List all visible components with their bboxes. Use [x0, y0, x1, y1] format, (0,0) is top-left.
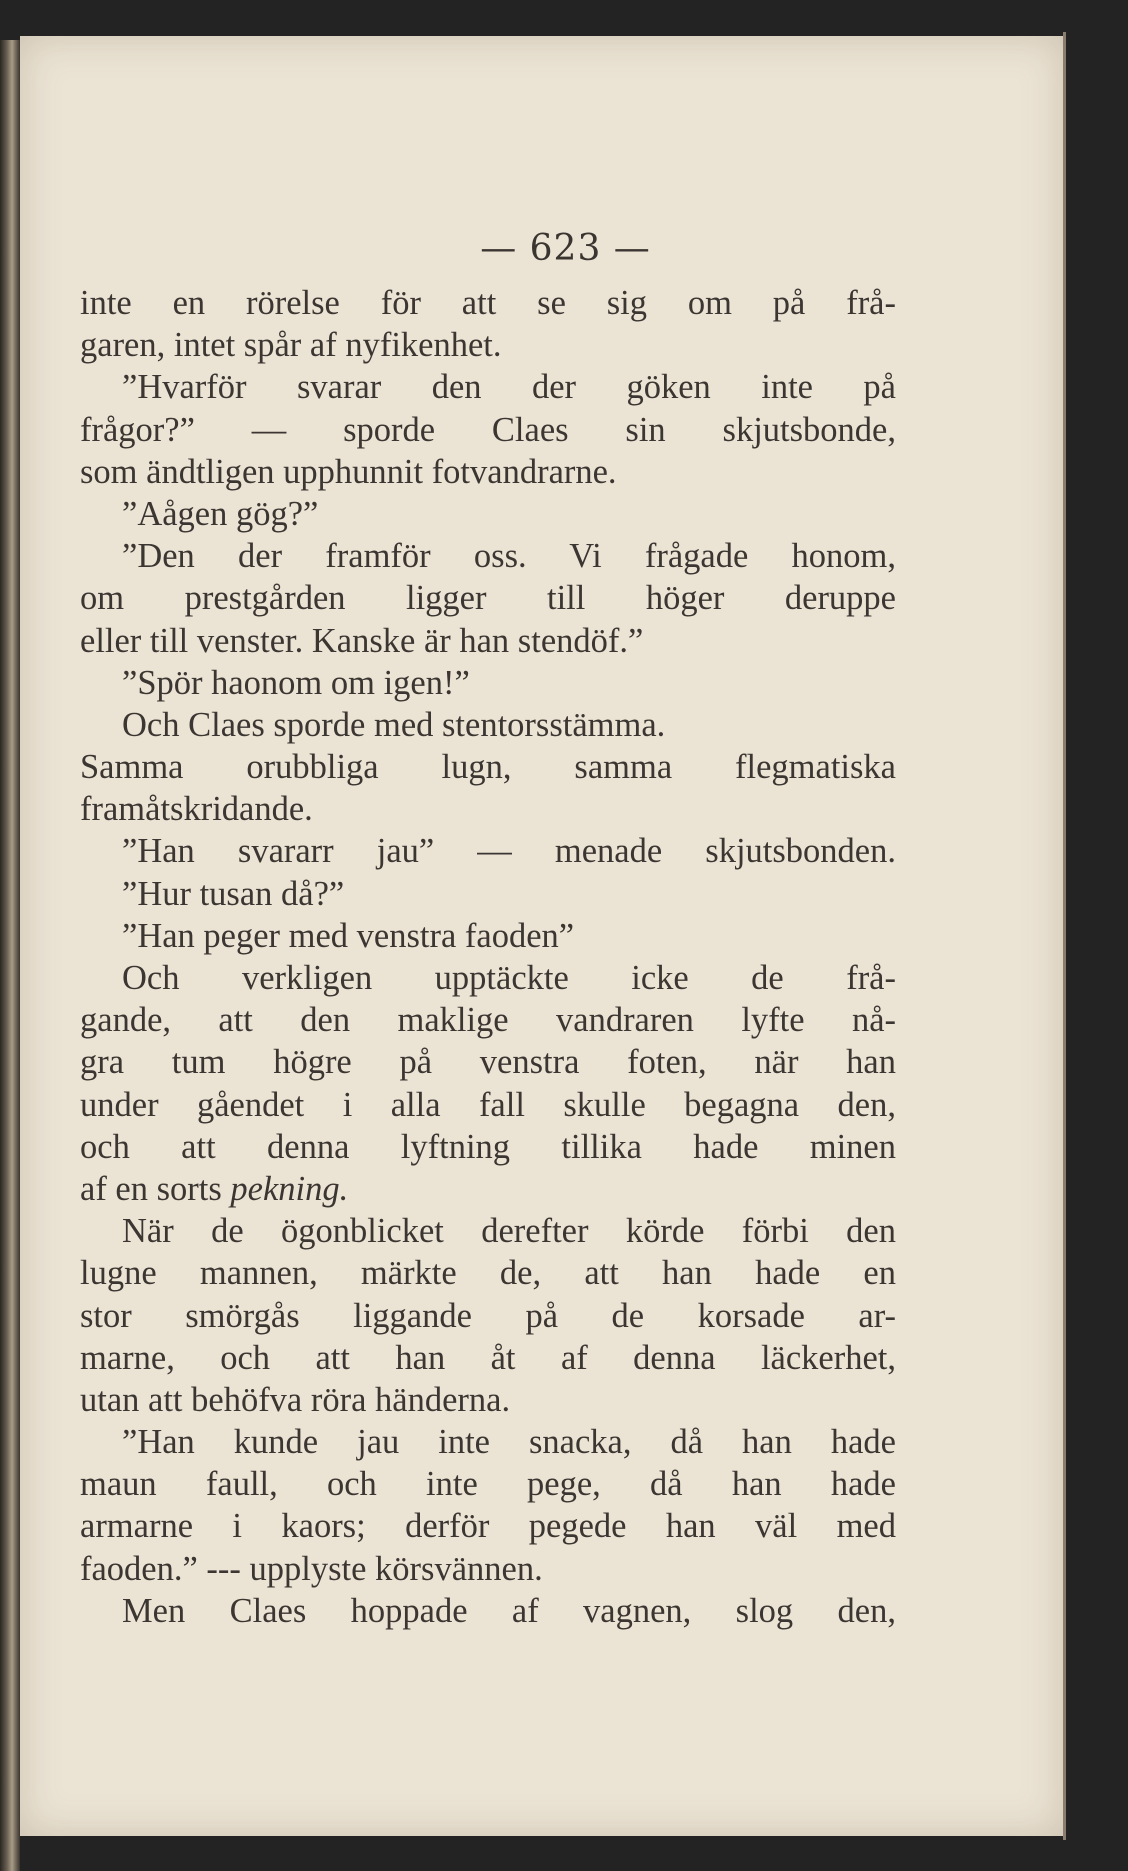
text-line: ”Hur tusan då?”	[122, 874, 345, 913]
text-line: Och Claes sporde med stentorsstämma.	[122, 705, 666, 744]
text-line: ”Den der framför oss. Vi frågade honom,	[122, 537, 896, 576]
body-text	[80, 282, 896, 1632]
text-line: ”Han kunde jau inte snacka, då han hade	[122, 1423, 896, 1462]
page-number: — 623 —	[480, 228, 651, 269]
text-line: Men Claes hoppade af vagnen, slog den,	[122, 1591, 896, 1630]
text-line: inte en rörelse för att se sig om på frå-	[80, 284, 896, 322]
text-line: och att denna lyftning tillika hade minen	[80, 1127, 896, 1166]
text-line: ”Hvarför svarar den der göken inte på	[122, 368, 896, 407]
text-line: garen, intet spår af nyfikenhet.	[80, 326, 502, 365]
text-line: under gåendet i alla fall skulle begagna den,	[80, 1085, 896, 1124]
text-line: ”Han peger med venstra faoden”	[122, 916, 575, 955]
italic-word: pekning.	[230, 1169, 349, 1208]
text-line: stor smörgås liggande på de korsade ar-	[80, 1296, 896, 1335]
page-edge	[1063, 32, 1066, 1840]
adjacent-page-edge	[0, 40, 20, 1871]
text-line: som ändtligen upphunnit fotvandrarne.	[80, 452, 617, 491]
text-line: maun faull, och inte pege, då han hade	[80, 1465, 896, 1504]
text-line: marne, och att han åt af denna läckerhet,	[80, 1338, 896, 1377]
text-line: armarne i kaors; derför pegede han väl med	[80, 1507, 896, 1546]
text-line: faoden.” --- upplyste körsvännen.	[80, 1549, 543, 1588]
text-line	[80, 1168, 896, 1210]
text-segment: af en sorts	[80, 1169, 222, 1208]
text-line: framåtskridande.	[80, 790, 313, 829]
text-line: ”Aågen gög?”	[122, 494, 319, 533]
text-line: gra tum högre på venstra foten, när han	[80, 1043, 896, 1082]
text-line: ”Han svararr jau” — menade skjutsbonden.	[122, 832, 896, 871]
text-line: utan att behöfva röra händerna.	[80, 1380, 511, 1419]
text-line: om prestgården ligger till höger deruppe	[80, 579, 896, 618]
text-line: Samma orubbliga lugn, samma flegmatiska	[80, 748, 896, 787]
text-line: Och verkligen upptäckte icke de frå-	[122, 959, 896, 997]
text-line: gande, att den maklige vandraren lyfte nå-	[80, 1001, 896, 1040]
text-line: lugne mannen, märkte de, att han hade en	[80, 1254, 896, 1293]
text-line: När de ögonblicket derefter körde förbi den	[122, 1212, 896, 1251]
book-page	[20, 36, 1063, 1836]
text-line: eller till venster. Kanske är han stendöf.”	[80, 621, 644, 660]
text-line: frågor?” — sporde Claes sin skjutsbonde,	[80, 410, 896, 449]
text-line: ”Spör haonom om igen!”	[122, 663, 470, 702]
